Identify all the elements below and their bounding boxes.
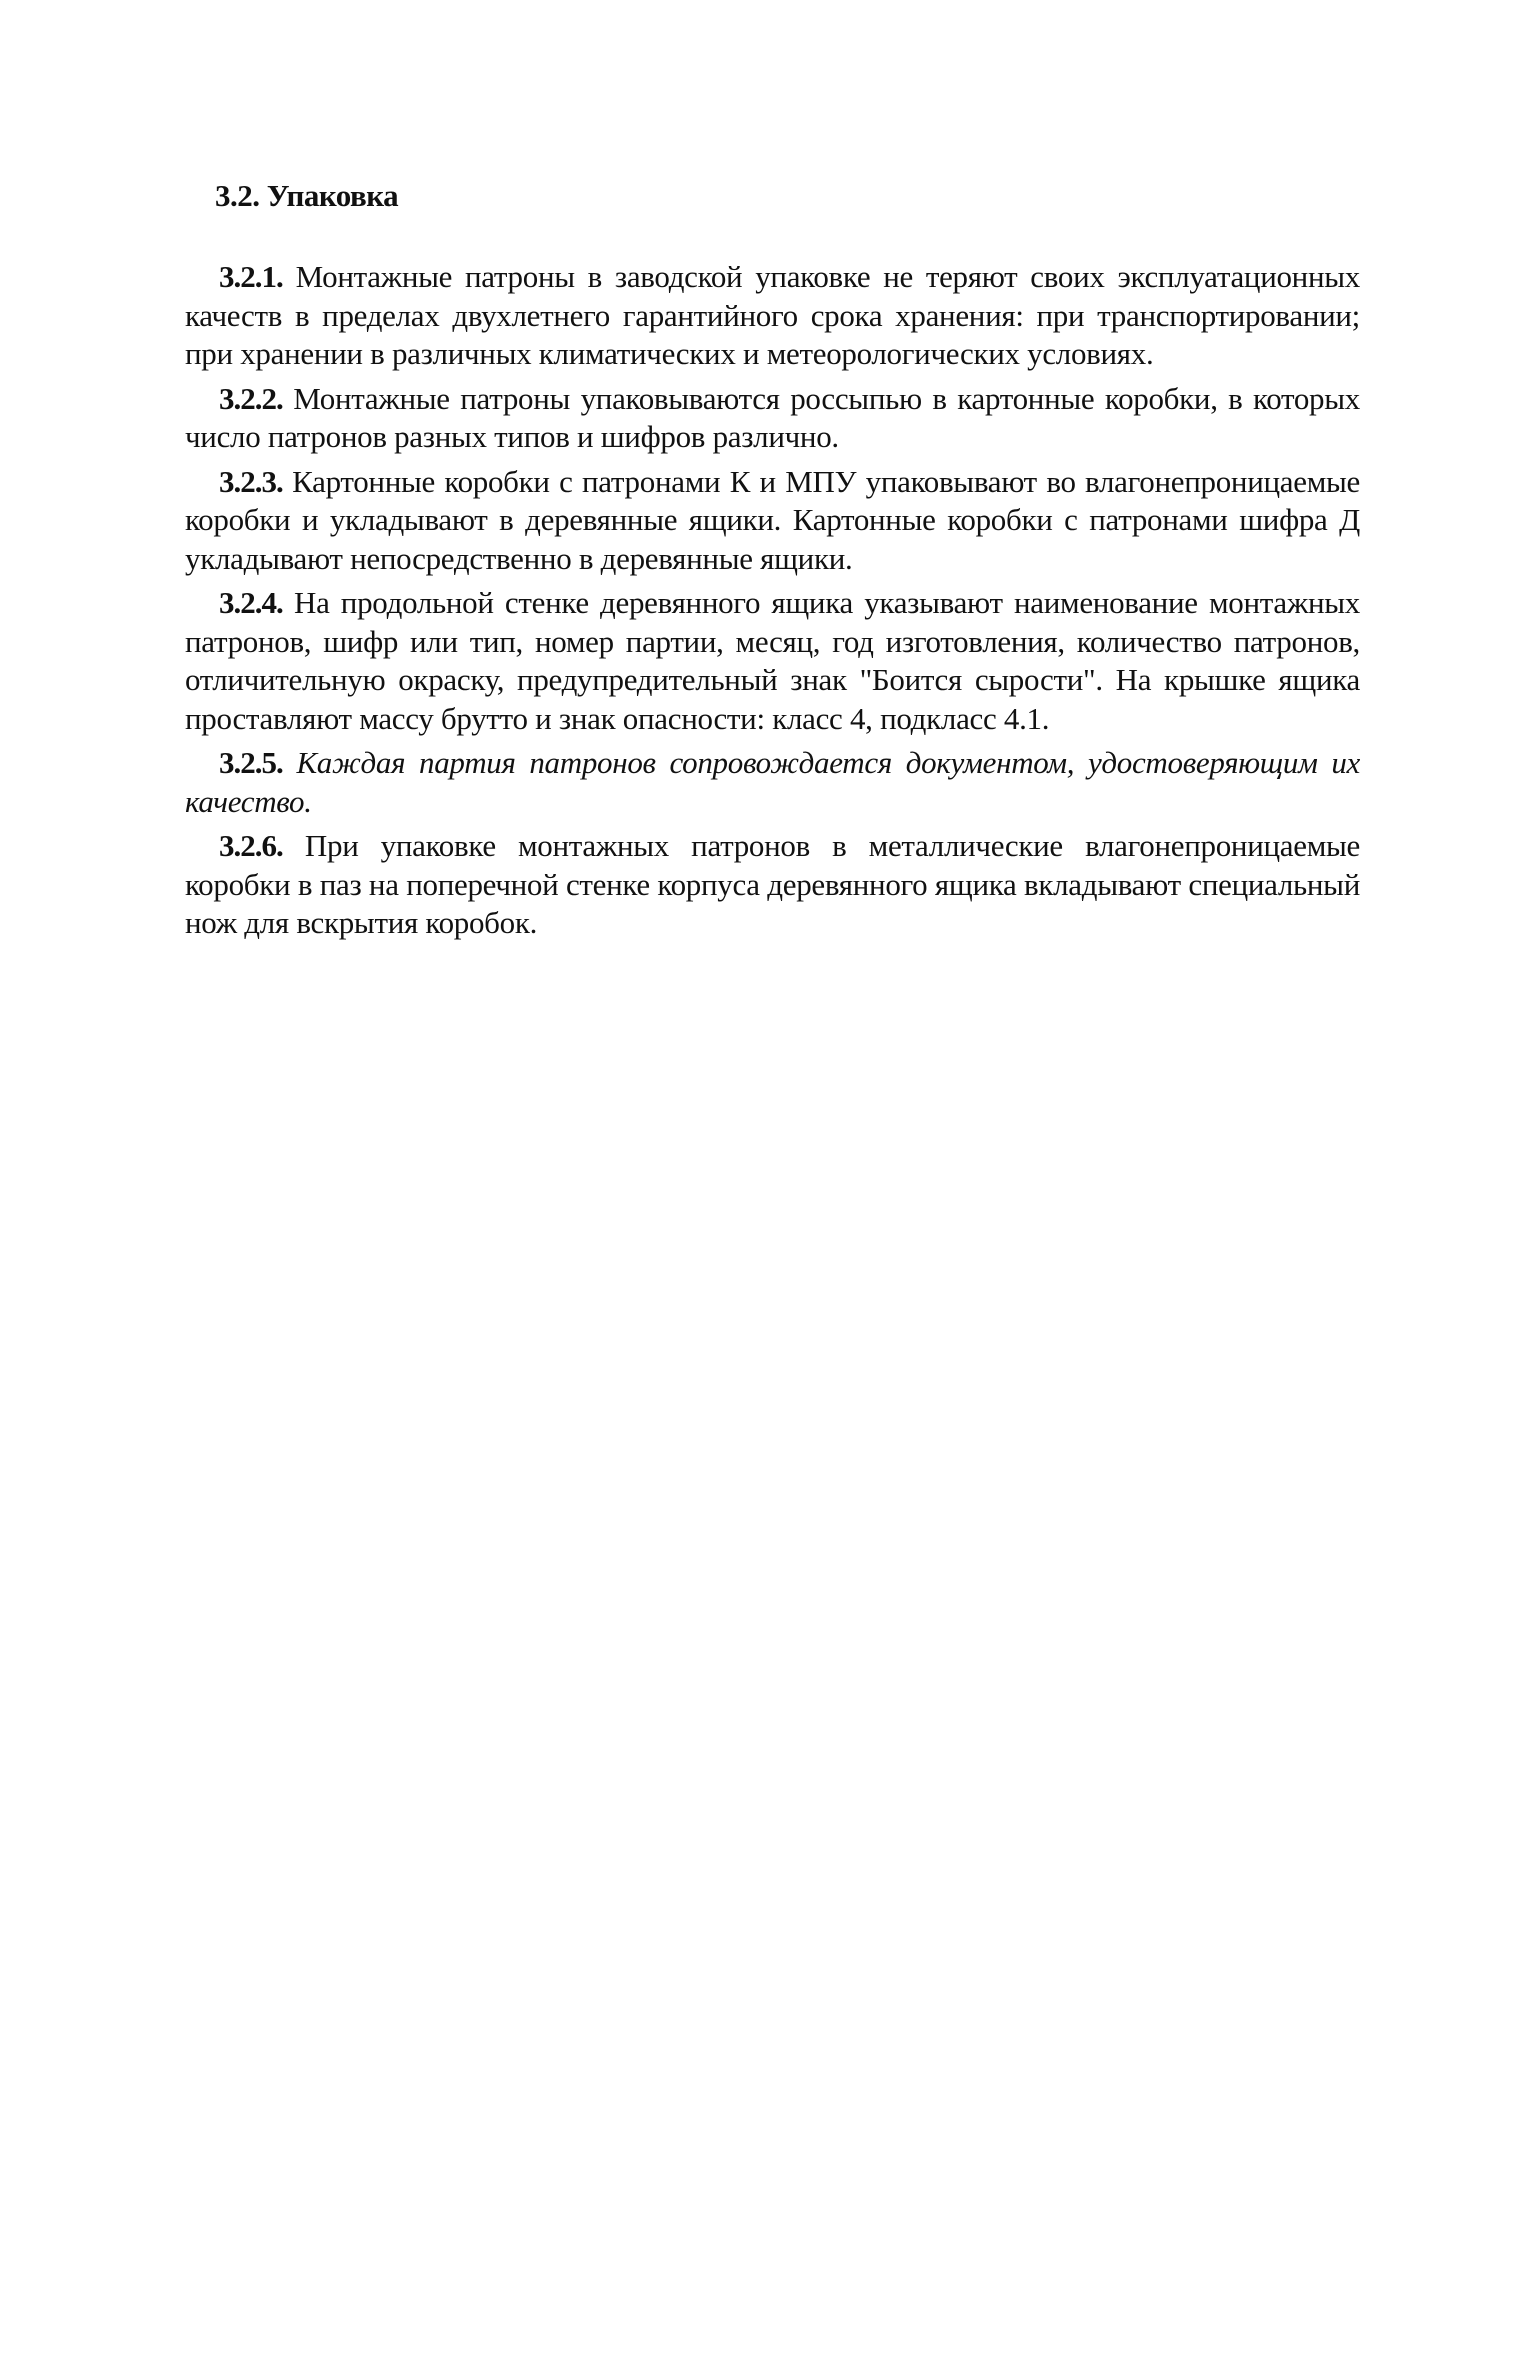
- paragraph-number: 3.2.1.: [219, 259, 283, 294]
- paragraph-number: 3.2.4.: [219, 585, 283, 620]
- paragraph-text: Монтажные патроны упаковываются россыпью в картонные коробки, в которых число патронов разных типов и шифров различно.: [185, 380, 1360, 454]
- paragraph-3-2-2: [185, 380, 1360, 457]
- paragraph-3-2-1: [185, 258, 1360, 374]
- paragraph-number: 3.2.5.: [219, 745, 283, 780]
- paragraph-text: Каждая партия патронов сопровождается документом, удостоверяющим их качество.: [185, 745, 1360, 819]
- paragraph-3-2-6: [185, 827, 1360, 943]
- document-content: [185, 176, 1360, 949]
- paragraph-number: 3.2.3.: [219, 463, 283, 499]
- paragraph-3-2-4: [185, 584, 1360, 738]
- paragraph-text: На продольной стенке деревянного ящика указывают наименование монтажных патронов, шифр или тип, номер партии, месяц, год изготовления, количество патронов, отличительную окраску, предупредительный знак "Боится сырости". На крышке ящика проставляют массу брутто и знак опасности: класс 4, подкласс 4.1.: [185, 585, 1360, 736]
- paragraph-number: 3.2.6.: [219, 828, 283, 863]
- paragraph-text: При упаковке монтажных патронов в металлические влагонепроницаемые коробки в паз на поперечной стенке корпуса деревянного ящика вкладывают специальный нож для вскрытия коробок.: [185, 828, 1360, 940]
- section-title: 3.2. Упаковка: [215, 178, 399, 213]
- paragraph-3-2-5: [185, 744, 1360, 821]
- paragraph-text: Картонные коробки с патронами К и МПУ упаковывают во влагонепроницаемые коробки и укладывают в деревянные ящики. Картонные коробки с патронами шифра Д укладывают непосредственно в деревянные ящики.: [185, 463, 1360, 576]
- paragraph-3-2-3: [185, 463, 1360, 579]
- paragraph-text: Монтажные патроны в заводской упаковке не теряют своих эксплуатационных качеств в пределах двухлетнего гарантийного срока хранения: при транспортировании; при хранении в различных климатических и метеорологических условиях.: [185, 259, 1360, 371]
- paragraph-number: 3.2.2.: [219, 380, 283, 416]
